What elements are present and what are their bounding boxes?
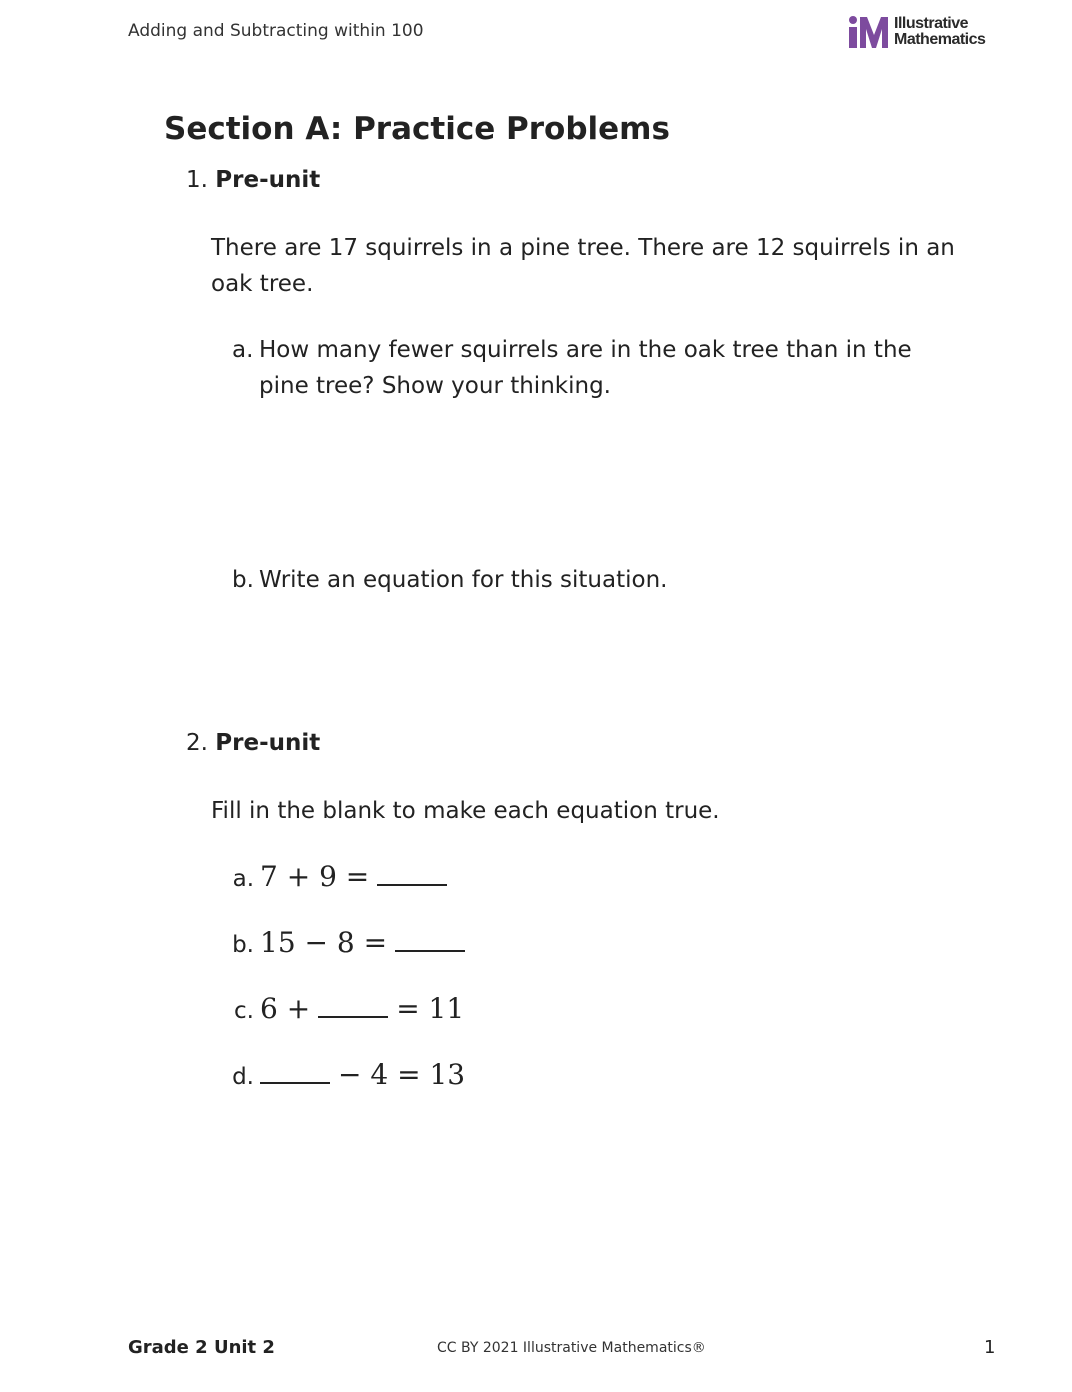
logo-wordmark <box>894 16 985 48</box>
logo-line-2: Mathematics <box>894 31 986 48</box>
answer-blank[interactable] <box>318 1014 388 1018</box>
problem-2-heading <box>186 730 320 756</box>
equation-c <box>226 992 464 1025</box>
im-logo-icon <box>848 15 888 49</box>
problem-2-tag: Pre-unit <box>215 730 321 756</box>
part-label: a. <box>232 337 254 363</box>
page-number: 1 <box>984 1337 996 1358</box>
answer-blank[interactable] <box>260 1080 330 1084</box>
part-text: How many fewer squirrels are in the oak tree than in the pine tree? Show your thinking. <box>259 337 912 399</box>
equation-d <box>226 1058 465 1091</box>
equation-right: = 11 <box>396 992 465 1025</box>
problem-1-part-a <box>232 332 932 404</box>
equation-label: c. <box>234 998 254 1024</box>
equation-right: − 4 = 13 <box>338 1058 466 1091</box>
problem-2-text: Fill in the blank to make each equation true. <box>211 798 720 824</box>
problem-1-tag: Pre-unit <box>215 167 321 193</box>
answer-blank[interactable] <box>377 882 447 886</box>
footer-license: CC BY 2021 Illustrative Mathematics® <box>437 1340 706 1356</box>
section-title: Section A: Practice Problems <box>164 111 670 147</box>
equation-left: 7 + 9 = <box>260 860 370 893</box>
equation-label: b. <box>232 932 254 958</box>
problem-1-heading <box>186 167 320 193</box>
equation-b <box>226 926 473 959</box>
answer-blank[interactable] <box>395 948 465 952</box>
equation-left: 6 + <box>260 992 311 1025</box>
document-header-title: Adding and Subtracting within 100 <box>128 21 424 41</box>
problem-1-part-b <box>232 562 932 598</box>
footer-grade-unit: Grade 2 Unit 2 <box>128 1337 275 1358</box>
logo-line-1: Illustrative <box>894 15 969 32</box>
illustrative-mathematics-logo <box>848 15 985 49</box>
problem-1-text: There are 17 squirrels in a pine tree. There are 12 squirrels in an oak tree. <box>211 235 955 297</box>
part-text: Write an equation for this situation. <box>259 567 668 593</box>
problem-1-number: 1. <box>186 167 208 193</box>
equation-a <box>226 860 455 893</box>
equation-left: 15 − 8 = <box>260 926 388 959</box>
equation-label: a. <box>232 866 254 892</box>
part-label: b. <box>232 567 254 593</box>
equation-label: d. <box>232 1064 254 1090</box>
problem-2-number: 2. <box>186 730 208 756</box>
